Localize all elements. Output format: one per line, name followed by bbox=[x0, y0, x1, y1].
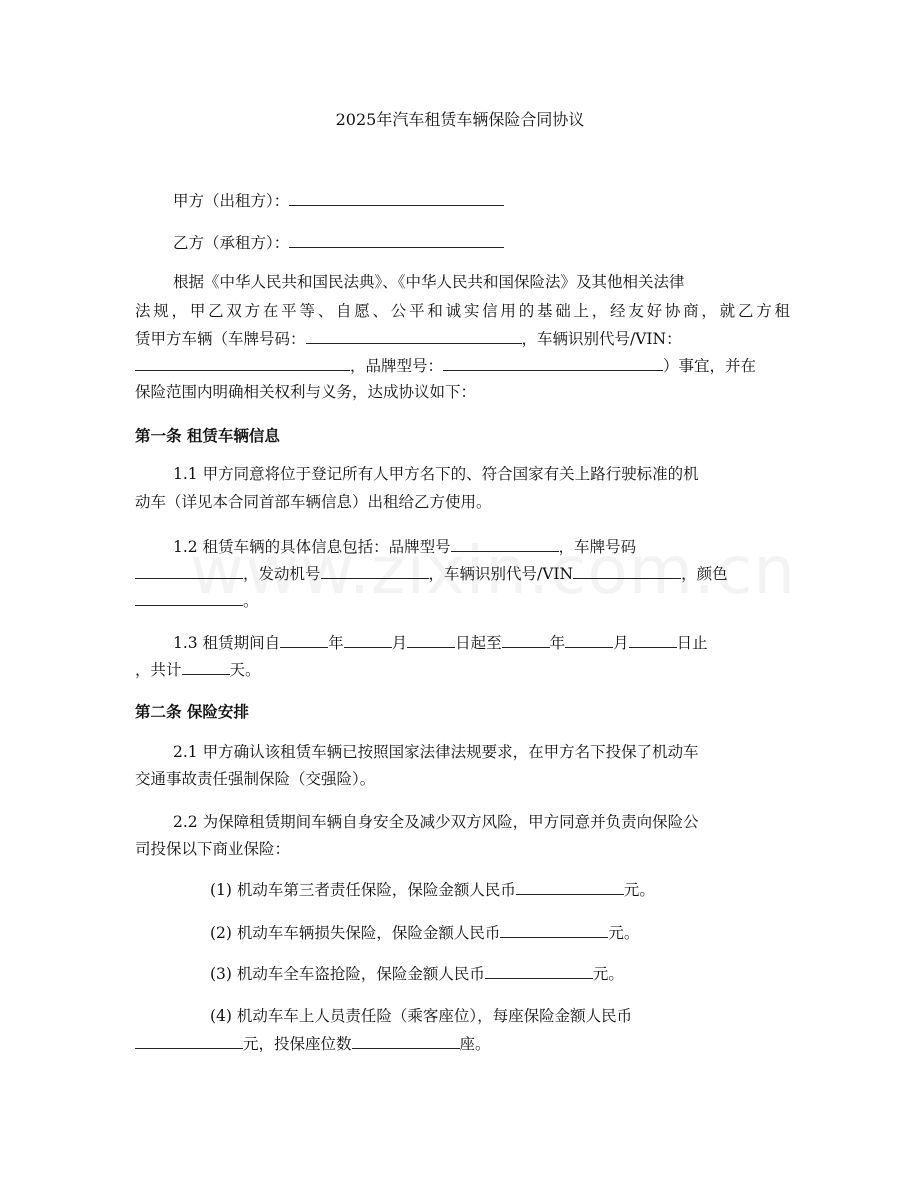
article-1-heading: 第一条 租赁车辆信息 bbox=[135, 427, 280, 445]
document-title: 2025年汽车租赁车辆保险合同协议 bbox=[335, 110, 585, 129]
vehicle-damage-amount-blank bbox=[500, 920, 608, 938]
brand-model-field bbox=[451, 534, 559, 552]
clause-2-2-line-2: 司投保以下商业保险： bbox=[135, 840, 291, 858]
party-b-blank bbox=[289, 230, 504, 248]
third-party-amount-blank bbox=[516, 877, 624, 895]
plate-number-field bbox=[135, 561, 243, 579]
article-2-heading: 第二条 保险安排 bbox=[135, 703, 249, 721]
preamble-line-4: ，品牌型号： ）事宜，并在 bbox=[135, 353, 790, 378]
clause-1-2-line-2: ，发动机号 ，车辆识别代号/VIN ，颜色 bbox=[135, 561, 790, 586]
clause-1-3-line-1: 1.3 租赁期间自 年 月 日起至 年 月 日止 bbox=[173, 630, 828, 655]
clause-1-1-line-2: 动车（详见本合同首部车辆信息）出租给乙方使用。 bbox=[135, 493, 492, 511]
vin-field bbox=[573, 561, 681, 579]
clause-1-1-line-1: 1.1 甲方同意将位于登记所有人甲方名下的、符合国家有关上路行驶标准的机 bbox=[173, 465, 699, 483]
brand-model-blank bbox=[443, 353, 663, 371]
clause-1-2-line-3: 。 bbox=[135, 588, 790, 613]
party-a-line bbox=[173, 188, 828, 213]
clause-2-1-line-2: 交通事故责任强制保险（交强险）。 bbox=[135, 770, 376, 788]
party-a-label: 甲方（出租方）： bbox=[173, 192, 290, 210]
party-a-blank bbox=[289, 188, 504, 206]
plate-number-blank bbox=[306, 326, 522, 344]
theft-amount-blank bbox=[485, 961, 593, 979]
color-field bbox=[135, 588, 243, 606]
end-day-blank bbox=[629, 630, 677, 648]
preamble-line-1: 根据《中华人民共和国民法典》、《中华人民共和国保险法》及其他相关法律 bbox=[173, 273, 685, 291]
vin-blank bbox=[135, 353, 350, 371]
insurance-item-2: (2) 机动车车辆损失保险，保险金额人民币 元。 bbox=[210, 920, 865, 945]
insurance-item-4-line-2: 元，投保座位数 座。 bbox=[135, 1031, 790, 1056]
start-month-blank bbox=[344, 630, 392, 648]
engine-number-field bbox=[321, 561, 429, 579]
seat-count-blank bbox=[352, 1031, 460, 1049]
seat-amount-blank bbox=[135, 1031, 243, 1049]
total-days-blank bbox=[182, 657, 230, 675]
party-b-label: 乙方（承租方）： bbox=[173, 234, 290, 252]
clause-1-3-line-2: ，共计 天。 bbox=[135, 657, 790, 682]
end-year-blank bbox=[502, 630, 550, 648]
start-year-blank bbox=[280, 630, 328, 648]
preamble-line-3: 赁甲方车辆（车牌号码： ，车辆识别代号/VIN： bbox=[135, 326, 790, 351]
insurance-item-3: (3) 机动车全车盗抢险，保险金额人民币 元。 bbox=[210, 961, 865, 986]
insurance-item-4-line-1: (4) 机动车车上人员责任险（乘客座位），每座保险金额人民币 bbox=[210, 1007, 633, 1025]
end-month-blank bbox=[565, 630, 613, 648]
clause-2-1-line-1: 2.1 甲方确认该租赁车辆已按照国家法律法规要求，在甲方名下投保了机动车 bbox=[173, 743, 699, 761]
clause-1-2-line-1: 1.2 租赁车辆的具体信息包括：品牌型号 ，车牌号码 bbox=[173, 534, 828, 559]
preamble-line-2: 法规，甲乙双方在平等、自愿、公平和诚实信用的基础上，经友好协商，就乙方租 bbox=[135, 302, 790, 320]
insurance-item-1: (1) 机动车第三者责任保险，保险金额人民币 元。 bbox=[210, 877, 865, 902]
clause-2-2-line-1: 2.2 为保障租赁期间车辆自身安全及减少双方风险，甲方同意并负责向保险公 bbox=[173, 813, 699, 831]
party-b-line bbox=[173, 230, 828, 255]
preamble-line-5: 保险范围内明确相关权利与义务，达成协议如下： bbox=[135, 383, 477, 401]
start-day-blank bbox=[407, 630, 455, 648]
